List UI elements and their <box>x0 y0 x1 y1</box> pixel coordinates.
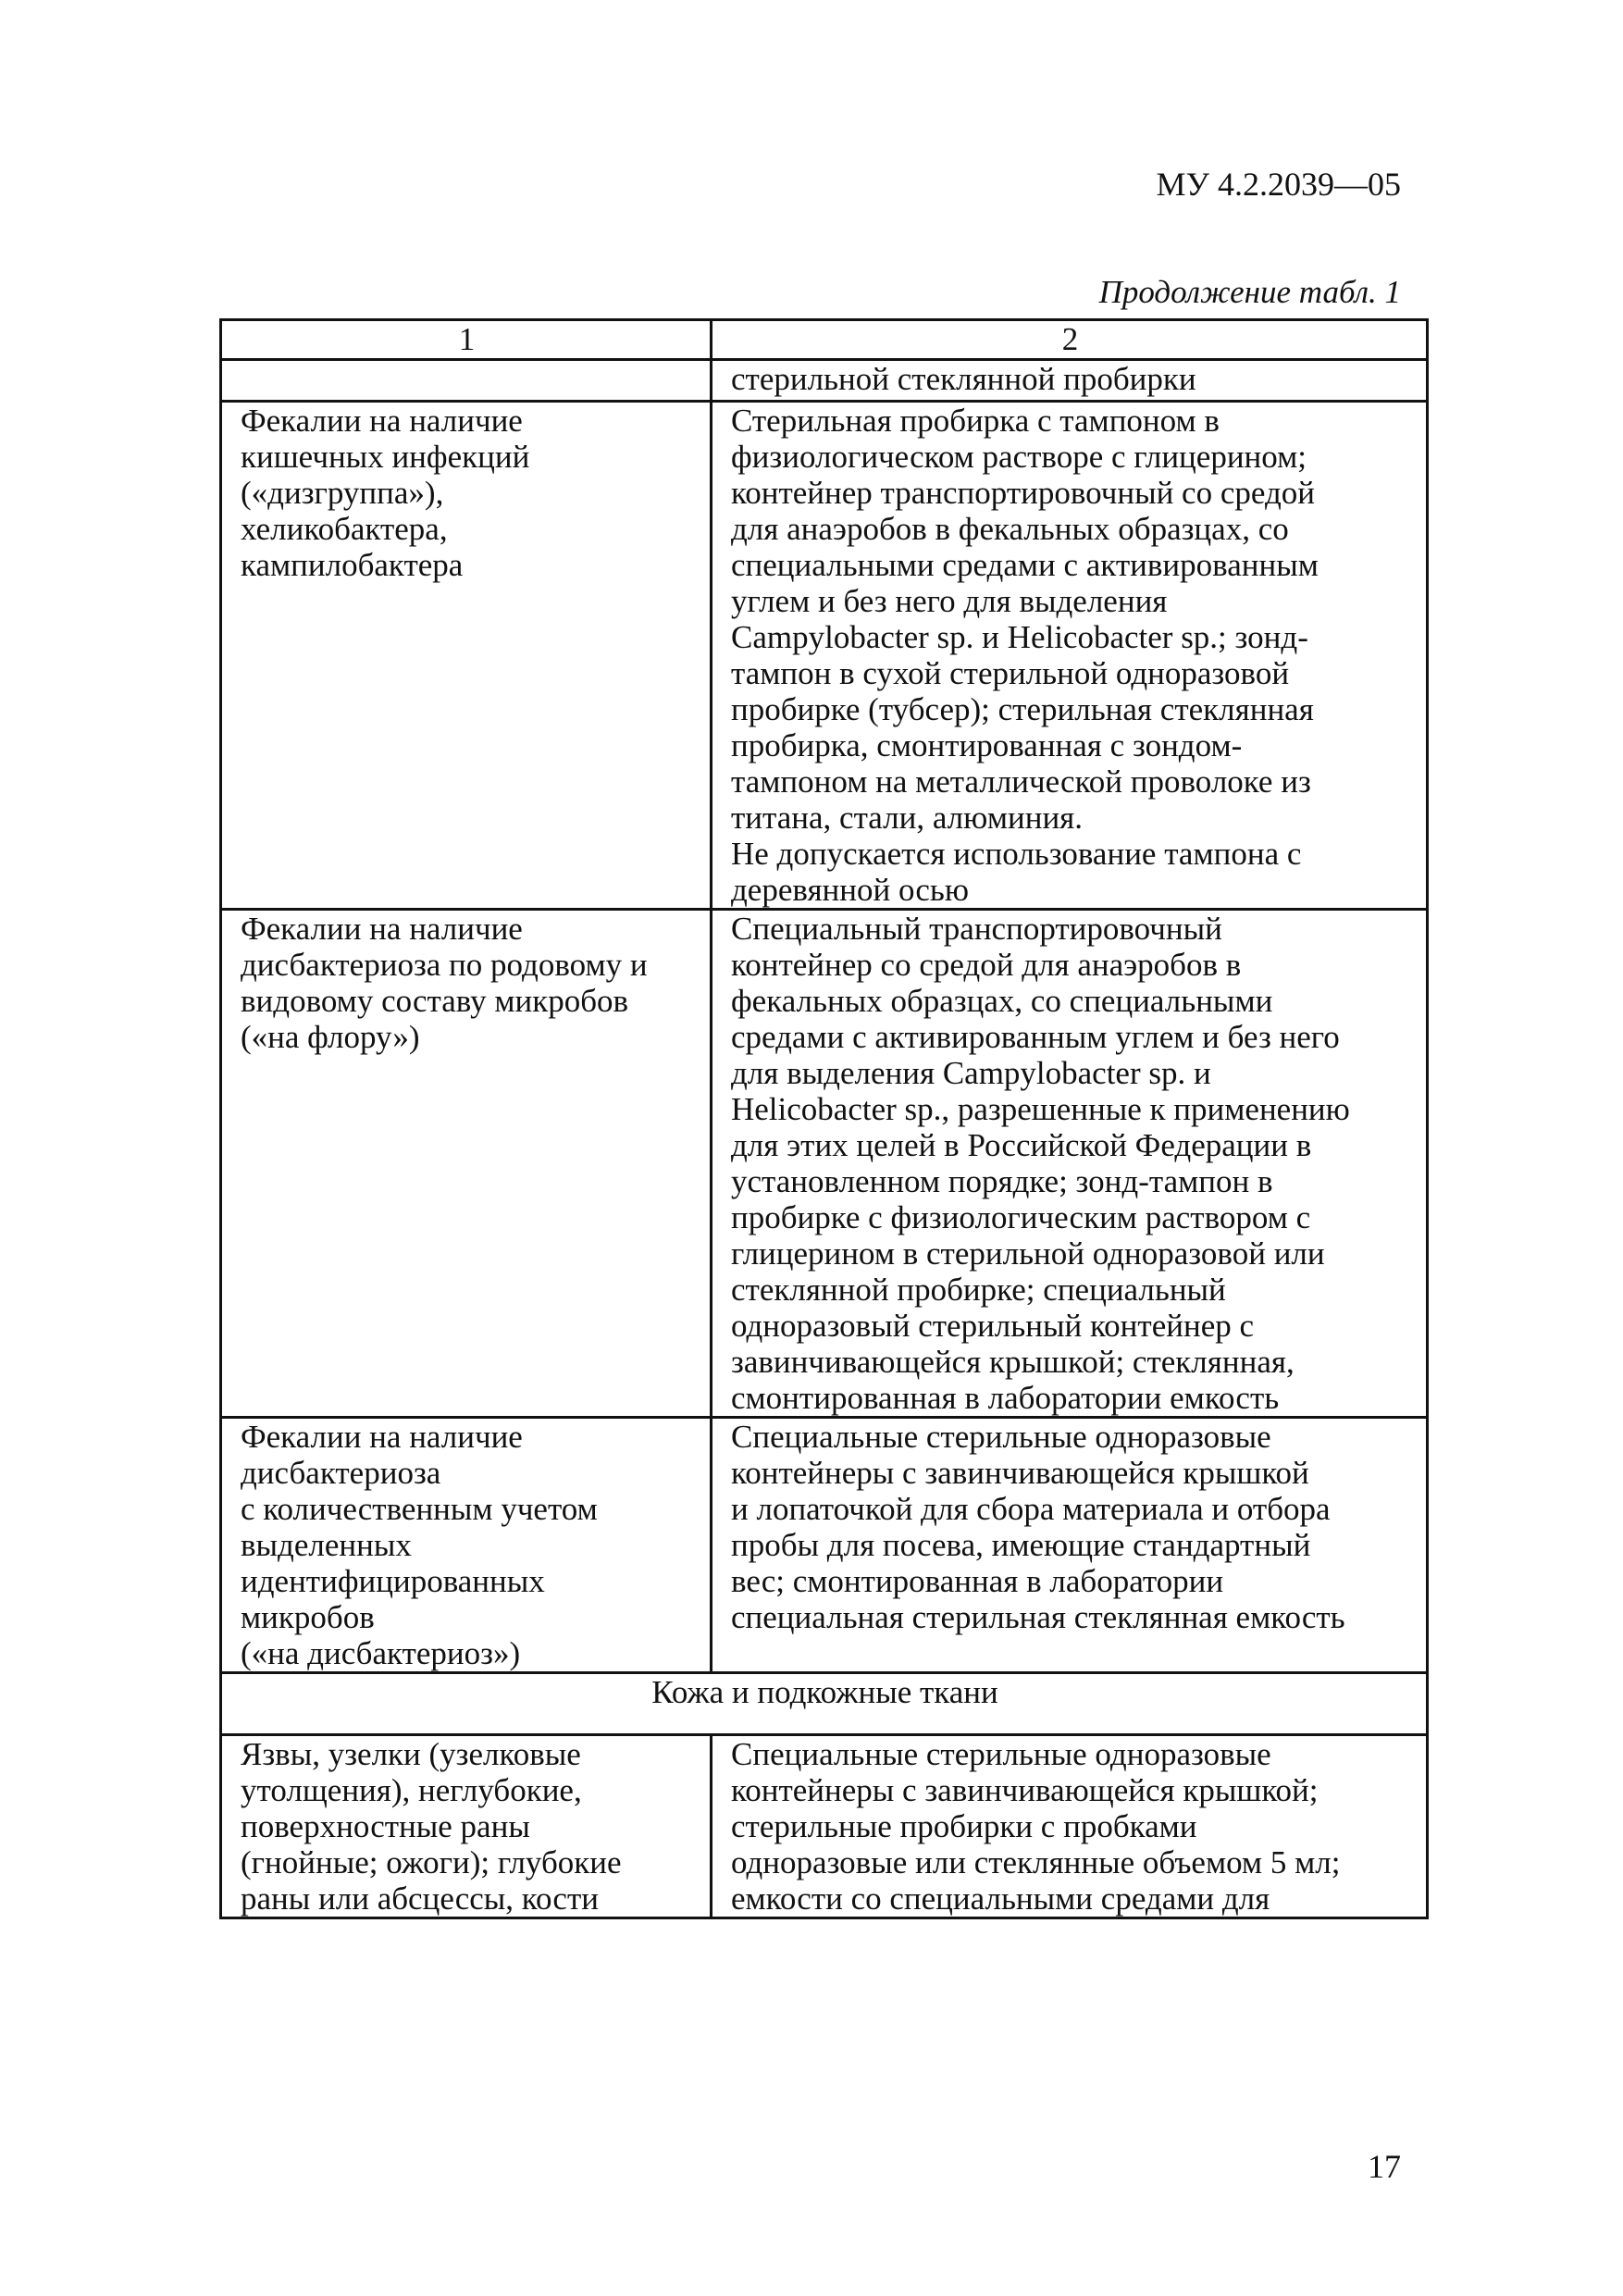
page-number: 17 <box>1368 2148 1401 2185</box>
text-line: пробирке с физиологическим раствором с <box>731 1199 1311 1235</box>
text-line: Специальные стерильные одноразовые <box>731 1736 1271 1772</box>
container-cell <box>712 402 1428 910</box>
table-continuation-label: Продолжение табл. 1 <box>1098 274 1401 310</box>
text-line: Не допускается использование тампона с <box>731 836 1302 872</box>
text-line: углем и без него для выделения <box>731 583 1168 619</box>
text-line: для этих целей в Российской Федерации в <box>731 1127 1312 1163</box>
text-line: завинчивающейся крышкой; стеклянная, <box>731 1344 1295 1380</box>
text-line: смонтированная в лаборатории емкость <box>731 1380 1280 1416</box>
text-line: («дизгруппа»), <box>241 475 444 511</box>
container-cell <box>712 910 1428 1418</box>
text-line: Язвы, узелки (узелковые <box>241 1736 581 1772</box>
specimen-container-table <box>219 318 1429 1919</box>
text-line: Фекалии на наличие <box>241 911 523 947</box>
text-line: установленном порядке; зонд-тампон в <box>731 1163 1273 1199</box>
text-line: фекальных образцах, со специальными <box>731 983 1273 1019</box>
text-line: специальная стерильная стеклянная емкость <box>731 1599 1345 1635</box>
text-line: дисбактериоза <box>241 1455 441 1491</box>
text-line: контейнер транспортировочный со средой <box>731 475 1315 511</box>
text-line: одноразовый стерильный контейнер с <box>731 1308 1255 1344</box>
specimen-cell <box>221 402 712 910</box>
container-cell <box>712 1735 1428 1918</box>
text-line: контейнеры с завинчивающейся крышкой; <box>731 1772 1319 1808</box>
text-line: стерильные пробирки с пробками <box>731 1808 1197 1844</box>
text-line: («на дисбактериоз») <box>241 1635 521 1671</box>
text-line: («на флору») <box>241 1019 420 1055</box>
text-line: видовому составу микробов <box>241 983 629 1019</box>
text-line: средами с активированным углем и без него <box>731 1019 1340 1055</box>
text-line: вес; смонтированная в лаборатории <box>731 1563 1224 1599</box>
text-line: с количественным учетом <box>241 1491 598 1527</box>
text-line: поверхностные раны <box>241 1808 530 1844</box>
section-title: Кожа и подкожные ткани <box>221 1673 1428 1735</box>
specimen-cell <box>221 1418 712 1673</box>
text-line: утолщения), неглубокие, <box>241 1772 582 1808</box>
table-row <box>221 1418 1428 1673</box>
table-row <box>221 910 1428 1418</box>
text-line: Campylobacter sp. и Helicobacter sp.; зонд- <box>731 619 1308 655</box>
text-line: Фекалии на наличие <box>241 1419 523 1455</box>
text-line: тампоном на металлической проволоке из <box>731 763 1311 800</box>
text-line: кампилобактера <box>241 547 464 583</box>
text-line: деревянной осью <box>731 872 969 908</box>
text-line: Фекалии на наличие <box>241 403 523 439</box>
text-line: контейнеры с завинчивающейся крышкой <box>731 1455 1309 1491</box>
table-cell-continued: стерильной стеклянной пробирки <box>712 360 1428 402</box>
table-cell-empty <box>221 360 712 402</box>
text-line: для выделения Campylobacter sp. и <box>731 1055 1211 1091</box>
text-line: кишечных инфекций <box>241 439 530 475</box>
text-line: выделенных <box>241 1527 412 1563</box>
text-line: для анаэробов в фекальных образцах, со <box>731 511 1289 547</box>
text-line: пробы для посева, имеющие стандартный <box>731 1527 1311 1563</box>
table-row-continued <box>221 360 1428 402</box>
text-line: специальными средами с активированным <box>731 547 1319 583</box>
text-line: титана, стали, алюминия. <box>731 800 1084 836</box>
text-line: глицерином в стерильной одноразовой или <box>731 1235 1325 1272</box>
text-line: Helicobacter sp., разрешенные к применению <box>731 1091 1350 1127</box>
text-line: раны или абсцессы, кости <box>241 1880 599 1917</box>
text-line: емкости со специальными средами для <box>731 1880 1270 1917</box>
document-code: МУ 4.2.2039—05 <box>1156 166 1401 203</box>
text-line: (гнойные; ожоги); глубокие <box>241 1844 622 1880</box>
text-line: хеликобактера, <box>241 511 448 547</box>
text-line: Специальные стерильные одноразовые <box>731 1419 1271 1455</box>
column-header-1: 1 <box>221 320 712 360</box>
column-header-2: 2 <box>712 320 1428 360</box>
text-line: идентифицированных <box>241 1563 545 1599</box>
text-line: тампон в сухой стерильной одноразовой <box>731 655 1290 691</box>
text-line: пробирка, смонтированная с зондом- <box>731 727 1243 763</box>
text-line: физиологическом растворе с глицерином; <box>731 439 1307 475</box>
text-line: одноразовые или стеклянные объемом 5 мл; <box>731 1844 1341 1880</box>
container-cell <box>712 1418 1428 1673</box>
table-row <box>221 1735 1428 1918</box>
text-line: стеклянной пробирке; специальный <box>731 1272 1226 1308</box>
table-header-row <box>221 320 1428 360</box>
text-line: пробирке (тубсер); стерильная стеклянная <box>731 691 1314 727</box>
text-line: Специальный транспортировочный <box>731 911 1222 947</box>
section-header-row <box>221 1673 1428 1735</box>
text-line: контейнер со средой для анаэробов в <box>731 947 1242 983</box>
specimen-cell <box>221 1735 712 1918</box>
specimen-cell <box>221 910 712 1418</box>
text-line: микробов <box>241 1599 375 1635</box>
text-line: и лопаточкой для сбора материала и отбора <box>731 1491 1331 1527</box>
text-line: дисбактериоза по родовому и <box>241 947 648 983</box>
text-line: Стерильная пробирка с тампоном в <box>731 403 1220 439</box>
table-row <box>221 402 1428 910</box>
